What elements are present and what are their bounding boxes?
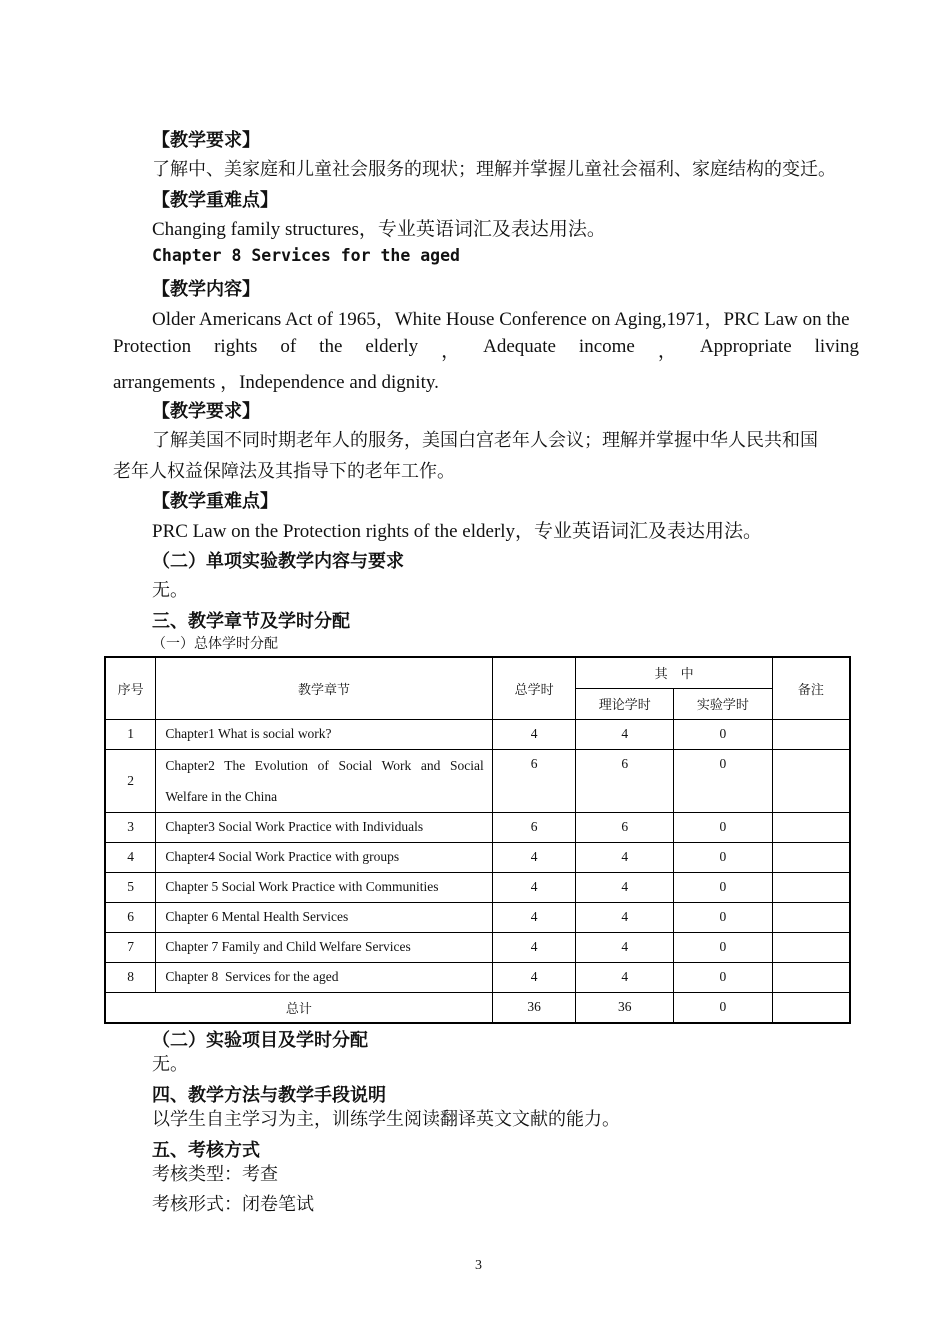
row-total: 4 <box>492 932 576 962</box>
table-row <box>105 932 850 962</box>
teaching-requirements-text: 了解中、美家庭和儿童社会服务的现状；理解并掌握儿童社会福利、家庭结构的变迁。 <box>152 159 836 180</box>
teaching-requirements-heading: 【教学要求】 <box>152 130 260 151</box>
row-chapter: Chapter 5 Social Work Practice with Communities <box>156 872 492 902</box>
total-hours: 36 <box>492 992 576 1023</box>
word: Adequate <box>483 336 556 357</box>
row-seq: 6 <box>105 902 156 932</box>
lab-items-text: 无。 <box>152 1054 188 1075</box>
row-total: 4 <box>492 902 576 932</box>
lab-content-heading: （二）单项实验教学内容与要求 <box>152 551 404 572</box>
page-number: 3 <box>475 1258 482 1273</box>
header-seq: 序号 <box>105 657 156 719</box>
row-lab: 0 <box>674 962 773 992</box>
row-remarks <box>772 932 850 962</box>
word: Appropriate <box>699 336 792 357</box>
word: of <box>280 336 297 357</box>
row-lab: 0 <box>674 749 773 812</box>
row-total: 6 <box>492 749 576 812</box>
row-lab: 0 <box>674 902 773 932</box>
row-theory: 4 <box>576 902 674 932</box>
row-lab: 0 <box>674 842 773 872</box>
row-remarks <box>772 749 850 812</box>
table-row <box>105 719 850 749</box>
row-remarks <box>772 719 850 749</box>
row-remarks <box>772 812 850 842</box>
row-chapter: Chapter 7 Family and Child Welfare Services <box>156 932 492 962</box>
row-theory: 4 <box>576 872 674 902</box>
assessment-type: 考核类型：考查 <box>152 1164 278 1185</box>
lab-content-text: 无。 <box>152 580 188 601</box>
total-theory: 36 <box>576 992 674 1023</box>
key-points-text: PRC Law on the Protection rights of the elderly，专业英语词汇及表达用法。 <box>152 521 763 542</box>
row-chapter: Chapter 6 Mental Health Services <box>156 902 492 932</box>
teaching-requirements-line-2: 老年人权益保障法及其指导下的老年工作。 <box>113 461 455 482</box>
row-chapter: Chapter 8 Services for the aged <box>156 962 492 992</box>
header-remarks: 备注 <box>772 657 850 719</box>
header-lab: 实验学时 <box>674 688 773 719</box>
word: Protection <box>113 336 192 357</box>
teaching-requirements-line-1: 了解美国不同时期老年人的服务，美国白宫老年人会议；理解并掌握中华人民共和国 <box>152 430 818 451</box>
row-theory: 4 <box>576 719 674 749</box>
row-seq: 5 <box>105 872 156 902</box>
table-total-row <box>105 992 850 1023</box>
row-seq: 3 <box>105 812 156 842</box>
word: rights <box>214 336 258 357</box>
lab-items-heading: （二）实验项目及学时分配 <box>152 1030 368 1051</box>
table-row <box>105 749 850 812</box>
section-3-heading: 三、教学章节及学时分配 <box>152 611 350 632</box>
row-seq: 4 <box>105 842 156 872</box>
word: living <box>814 336 859 357</box>
assessment-form: 考核形式：闭卷笔试 <box>152 1194 314 1215</box>
table-row <box>105 812 850 842</box>
row-theory: 6 <box>576 812 674 842</box>
row-remarks <box>772 872 850 902</box>
total-label: 总计 <box>105 992 492 1023</box>
header-of-which: 其 中 <box>576 657 772 688</box>
chapter-8-title: Chapter 8 Services for the aged <box>152 246 460 265</box>
table-header-row <box>105 657 850 688</box>
teaching-content-line-1: Older Americans Act of 1965，White House Conference on Aging,1971，PRC Law on the <box>152 309 850 330</box>
row-theory: 4 <box>576 842 674 872</box>
table-row <box>105 902 850 932</box>
word: ， <box>441 341 461 362</box>
row-seq: 7 <box>105 932 156 962</box>
row-lab: 0 <box>674 932 773 962</box>
teaching-requirements-heading: 【教学要求】 <box>152 401 260 422</box>
row-seq: 8 <box>105 962 156 992</box>
row-theory: 6 <box>576 749 674 812</box>
section-4-heading: 四、教学方法与教学手段说明 <box>152 1085 386 1106</box>
key-points-heading: 【教学重难点】 <box>152 491 278 512</box>
total-lab: 0 <box>674 992 773 1023</box>
key-points-heading: 【教学重难点】 <box>152 190 278 211</box>
word: income <box>578 336 635 357</box>
teaching-content-line-2 <box>113 336 859 363</box>
word: elderly <box>365 336 419 357</box>
row-total: 4 <box>492 719 576 749</box>
row-total: 4 <box>492 872 576 902</box>
row-chapter: Chapter3 Social Work Practice with Individuals <box>156 812 492 842</box>
section-5-heading: 五、考核方式 <box>152 1140 260 1161</box>
row-remarks <box>772 902 850 932</box>
total-remarks <box>772 992 850 1023</box>
word: the <box>319 336 343 357</box>
row-seq: 2 <box>105 749 156 812</box>
row-total: 4 <box>492 842 576 872</box>
row-chapter: Chapter2 The Evolution of Social Work and Social Welfare in the China <box>156 749 492 812</box>
header-total: 总学时 <box>492 657 576 719</box>
word: ， <box>657 341 677 362</box>
row-chapter: Chapter4 Social Work Practice with groups <box>156 842 492 872</box>
row-lab: 0 <box>674 812 773 842</box>
row-chapter: Chapter1 What is social work? <box>156 719 492 749</box>
row-theory: 4 <box>576 962 674 992</box>
row-remarks <box>772 842 850 872</box>
header-chapter: 教学章节 <box>156 657 492 719</box>
table-row <box>105 962 850 992</box>
section-3-subheading: （一）总体学时分配 <box>152 636 278 652</box>
row-total: 6 <box>492 812 576 842</box>
table-row <box>105 842 850 872</box>
row-seq: 1 <box>105 719 156 749</box>
hours-allocation-table <box>104 656 851 1024</box>
table-row <box>105 872 850 902</box>
header-theory: 理论学时 <box>576 688 674 719</box>
teaching-content-heading: 【教学内容】 <box>152 279 260 300</box>
row-remarks <box>772 962 850 992</box>
row-lab: 0 <box>674 719 773 749</box>
row-lab: 0 <box>674 872 773 902</box>
key-points-text: Changing family structures，专业英语词汇及表达用法。 <box>152 219 606 240</box>
teaching-content-line-3: arrangements ，Independence and dignity. <box>113 372 439 393</box>
row-total: 4 <box>492 962 576 992</box>
section-4-text: 以学生自主学习为主，训练学生阅读翻译英文文献的能力。 <box>152 1109 620 1130</box>
row-theory: 4 <box>576 932 674 962</box>
